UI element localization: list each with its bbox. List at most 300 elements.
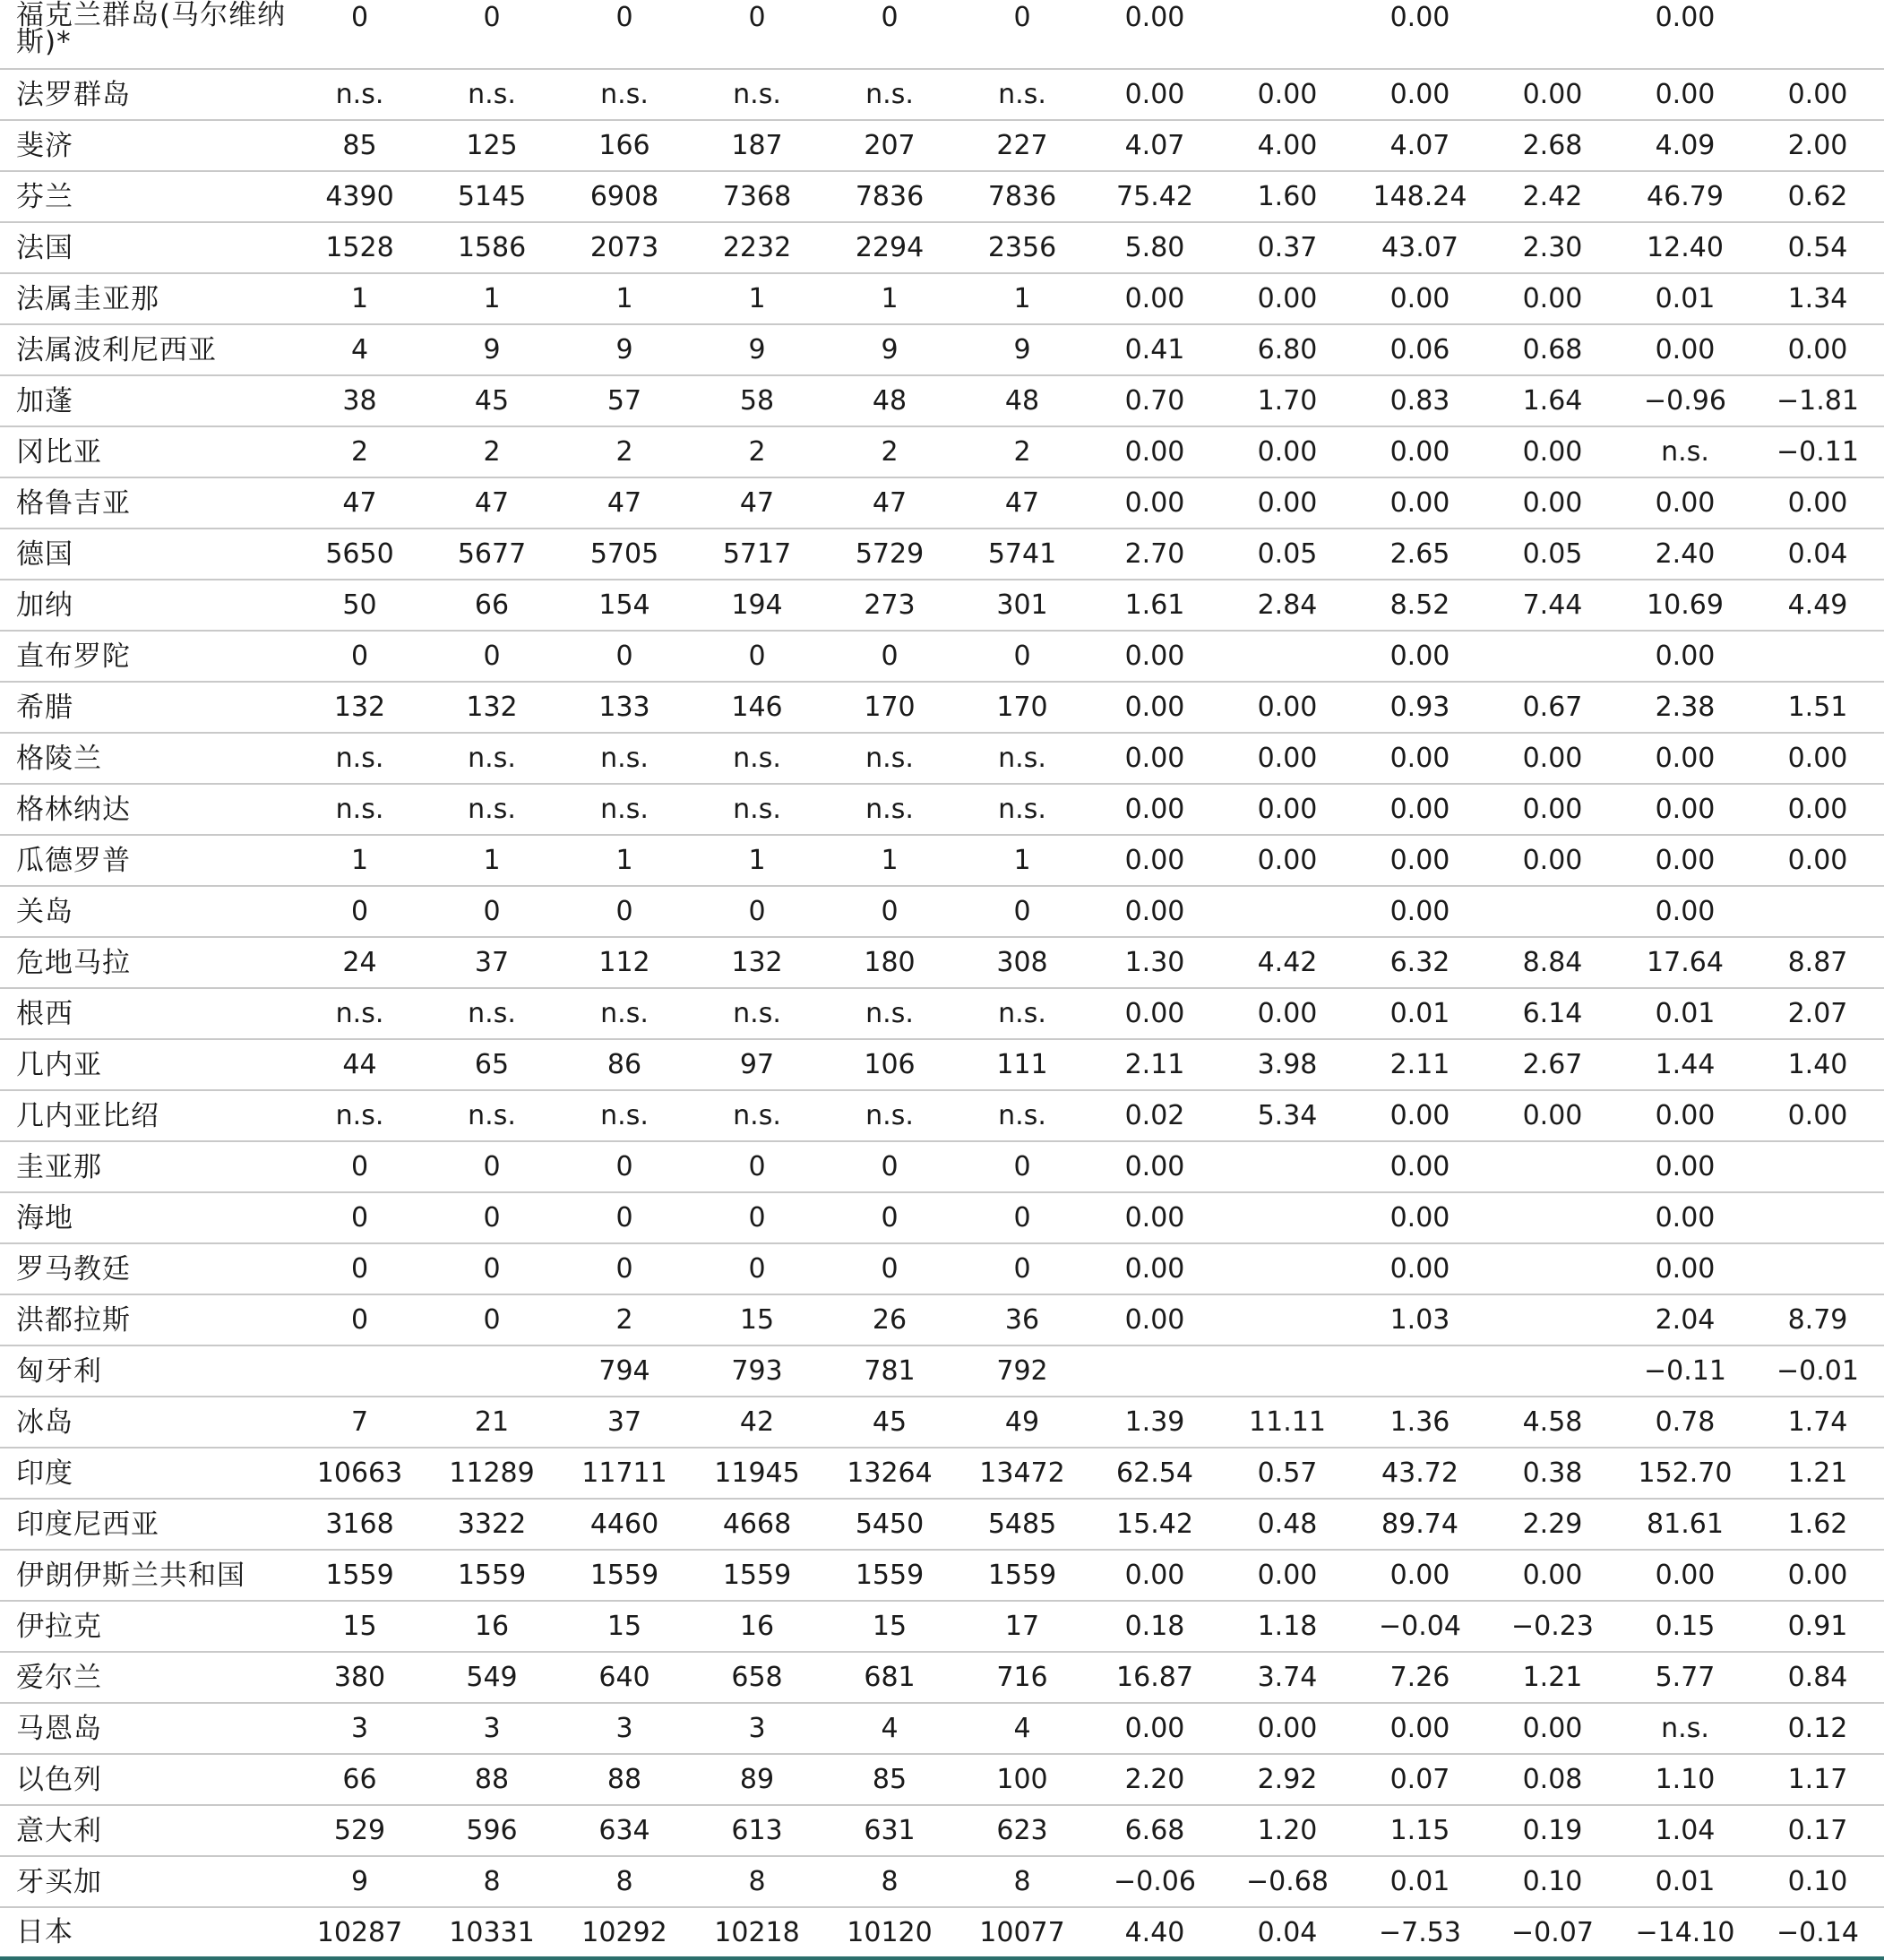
table-cell [1221,1243,1354,1294]
table-row [0,1856,1884,1907]
table-cell: 1559 [294,1550,426,1601]
table-cell: −14.10 [1619,1907,1751,1958]
table-cell: n.s. [294,988,426,1039]
table-cell: 11945 [691,1448,823,1499]
table-cell: 0.00 [1088,1294,1221,1345]
row-label: 德国 [0,529,294,580]
table-cell: 4.07 [1088,120,1221,171]
table-cell: 0.00 [1486,69,1619,120]
table-row [0,682,1884,733]
table-cell: 1.74 [1751,1397,1884,1448]
table-cell: 1528 [294,222,426,273]
table-cell: 4390 [294,171,426,222]
table-cell: 2232 [691,222,823,273]
table-cell: 0.00 [1751,733,1884,784]
table-cell: 4.09 [1619,120,1751,171]
table-cell: −0.23 [1486,1601,1619,1652]
table-cell: 2.65 [1354,529,1486,580]
table-cell: 0 [823,1192,956,1243]
table-cell: 5145 [426,171,558,222]
table-cell: 2.20 [1088,1754,1221,1805]
table-cell: 1.64 [1486,375,1619,426]
row-label: 以色列 [0,1754,294,1805]
table-cell: 5705 [558,529,691,580]
table-cell: 86 [558,1039,691,1090]
table-cell: 8 [691,1856,823,1907]
table-cell: 273 [823,580,956,631]
table-cell: 132 [426,682,558,733]
table-cell: 133 [558,682,691,733]
table-cell: 0.04 [1221,1907,1354,1958]
table-cell: 0.00 [1354,1090,1486,1141]
table-cell: 0 [294,631,426,682]
table-cell: 0.00 [1088,1703,1221,1754]
table-cell: 0 [691,631,823,682]
table-cell: 111 [956,1039,1088,1090]
table-cell: 1 [426,273,558,324]
table-cell: 0.57 [1221,1448,1354,1499]
table-cell: 0.37 [1221,222,1354,273]
table-cell: 17.64 [1619,937,1751,988]
table-cell: 0.68 [1486,324,1619,375]
table-cell: 8 [823,1856,956,1907]
table-cell: 7368 [691,171,823,222]
table-cell: 5729 [823,529,956,580]
table-cell: n.s. [294,733,426,784]
table-cell: 681 [823,1652,956,1703]
table-cell: 5.77 [1619,1652,1751,1703]
table-cell: 4 [294,324,426,375]
table-cell: 0.00 [1088,69,1221,120]
table-cell: 16 [691,1601,823,1652]
table-cell: 0.48 [1221,1499,1354,1550]
table-cell: 0.00 [1486,1090,1619,1141]
row-label: 法属圭亚那 [0,273,294,324]
table-cell: 187 [691,120,823,171]
table-cell: 3 [558,1703,691,1754]
table-cell: 0.00 [1619,631,1751,682]
table-cell: 85 [294,120,426,171]
table-cell: 0 [823,1243,956,1294]
table-cell: 43.72 [1354,1448,1486,1499]
table-cell: 0.00 [1221,835,1354,886]
table-row [0,1499,1884,1550]
table-cell: 1.61 [1088,580,1221,631]
table-cell: 2.67 [1486,1039,1619,1090]
table-cell [1486,1192,1619,1243]
table-cell: n.s. [691,988,823,1039]
table-cell: 3168 [294,1499,426,1550]
table-cell: 45 [823,1397,956,1448]
table-cell: 613 [691,1805,823,1856]
table-cell: 2.30 [1486,222,1619,273]
table-cell: 106 [823,1039,956,1090]
table-cell: 10663 [294,1448,426,1499]
table-cell: 152.70 [1619,1448,1751,1499]
table-row [0,1192,1884,1243]
table-cell: 1 [956,835,1088,886]
table-cell: 0.02 [1088,1090,1221,1141]
table-cell: 4.00 [1221,120,1354,171]
table-cell: n.s. [294,69,426,120]
table-cell: 170 [956,682,1088,733]
table-cell: 0.00 [1619,477,1751,529]
table-cell: 2 [294,426,426,477]
table-cell: 227 [956,120,1088,171]
table-cell [1486,0,1619,69]
table-cell: 6908 [558,171,691,222]
table-cell: n.s. [1619,426,1751,477]
table-cell: 0.00 [1619,1243,1751,1294]
table-cell: 15.42 [1088,1499,1221,1550]
table-row [0,1090,1884,1141]
table-cell: −0.96 [1619,375,1751,426]
table-cell: 0.93 [1354,682,1486,733]
table-cell: 13472 [956,1448,1088,1499]
table-cell: 2 [558,1294,691,1345]
table-cell: 0.00 [1354,784,1486,835]
table-cell: 1.70 [1221,375,1354,426]
table-cell: 9 [691,324,823,375]
table-cell: 0 [294,886,426,937]
table-cell: 194 [691,580,823,631]
table-cell: 0.00 [1751,324,1884,375]
table-cell [294,1345,426,1397]
table-cell: 9 [823,324,956,375]
table-cell: −0.14 [1751,1907,1884,1958]
table-cell: 0.10 [1751,1856,1884,1907]
table-cell: 4.42 [1221,937,1354,988]
table-cell: 0.00 [1486,273,1619,324]
row-label: 法罗群岛 [0,69,294,120]
table-cell: 0 [823,1141,956,1192]
table-cell: 0 [294,1141,426,1192]
table-cell: 0.00 [1619,1141,1751,1192]
table-cell: 0.00 [1354,426,1486,477]
table-cell: 0.00 [1088,1141,1221,1192]
table-cell: 6.32 [1354,937,1486,988]
table-cell: 47 [294,477,426,529]
table-cell: 0.05 [1221,529,1354,580]
table-cell: 0.70 [1088,375,1221,426]
table-cell: 0 [294,1192,426,1243]
table-cell: 4.40 [1088,1907,1221,1958]
table-cell: 0.00 [1751,1550,1884,1601]
table-cell: 170 [823,682,956,733]
table-cell: 308 [956,937,1088,988]
table-cell: 1559 [823,1550,956,1601]
table-cell: 48 [823,375,956,426]
row-label: 福克兰群岛(马尔维纳斯)* [0,0,294,69]
table-cell: 0.00 [1088,733,1221,784]
table-cell: 3 [426,1703,558,1754]
table-cell: 2.07 [1751,988,1884,1039]
row-label: 关岛 [0,886,294,937]
table-cell: n.s. [426,784,558,835]
table-cell: 9 [558,324,691,375]
table-row [0,171,1884,222]
table-cell: 46.79 [1619,171,1751,222]
table-cell: 640 [558,1652,691,1703]
table-cell: 658 [691,1652,823,1703]
table-cell: 11289 [426,1448,558,1499]
table-cell: 0.00 [1221,426,1354,477]
table-cell: 0.06 [1354,324,1486,375]
table-cell: 0.00 [1354,1243,1486,1294]
table-cell: n.s. [956,733,1088,784]
table-cell: 4 [823,1703,956,1754]
table-cell: 0.00 [1221,784,1354,835]
table-cell: 10218 [691,1907,823,1958]
table-cell [1751,1243,1884,1294]
table-cell: 112 [558,937,691,988]
table-cell: 5485 [956,1499,1088,1550]
table-cell: 0.00 [1619,324,1751,375]
table-cell: 0.00 [1619,733,1751,784]
table-cell: 0.00 [1088,426,1221,477]
table-cell: 1.18 [1221,1601,1354,1652]
table-cell: 8.87 [1751,937,1884,988]
table-cell: 62.54 [1088,1448,1221,1499]
table-cell: 0.00 [1619,835,1751,886]
table-cell [1221,631,1354,682]
table-row [0,1703,1884,1754]
table-cell: n.s. [691,733,823,784]
row-label: 加蓬 [0,375,294,426]
row-label: 冰岛 [0,1397,294,1448]
table-cell: 0.67 [1486,682,1619,733]
table-cell: n.s. [691,784,823,835]
table-cell: 11.11 [1221,1397,1354,1448]
table-cell: 38 [294,375,426,426]
table-row [0,886,1884,937]
table-cell: 0.00 [1619,1192,1751,1243]
table-cell: 1 [558,273,691,324]
table-cell: 5741 [956,529,1088,580]
table-cell: 21 [426,1397,558,1448]
table-cell: 2.11 [1354,1039,1486,1090]
table-cell: 380 [294,1652,426,1703]
table-cell: 16 [426,1601,558,1652]
table-cell: 0.15 [1619,1601,1751,1652]
table-cell: 1 [823,835,956,886]
table-cell: 2.70 [1088,529,1221,580]
table-cell: 7 [294,1397,426,1448]
table-cell [1486,1141,1619,1192]
table-cell: 0 [956,1243,1088,1294]
table-row [0,273,1884,324]
table-cell: 1.15 [1354,1805,1486,1856]
table-cell: 43.07 [1354,222,1486,273]
table-cell: 0.01 [1619,988,1751,1039]
table-row [0,120,1884,171]
table-cell: n.s. [426,69,558,120]
table-row [0,733,1884,784]
table-cell: 2073 [558,222,691,273]
row-label: 芬兰 [0,171,294,222]
table-cell: 9 [956,324,1088,375]
table-cell: 0.00 [1619,1090,1751,1141]
row-label: 法国 [0,222,294,273]
table-cell: 0 [426,1192,558,1243]
table-row [0,375,1884,426]
table-cell: 1.36 [1354,1397,1486,1448]
table-cell: 0.00 [1088,1550,1221,1601]
table-cell: 66 [426,580,558,631]
table-cell: 0 [956,1141,1088,1192]
table-cell: 0.00 [1088,835,1221,886]
table-cell: 1559 [956,1550,1088,1601]
table-cell: 0 [558,1192,691,1243]
table-cell: −0.07 [1486,1907,1619,1958]
table-cell: 8.84 [1486,937,1619,988]
table-cell: 0.17 [1751,1805,1884,1856]
table-cell: 36 [956,1294,1088,1345]
table-cell: 0 [823,0,956,69]
table-row [0,1448,1884,1499]
table-cell: 10120 [823,1907,956,1958]
table-cell: 0.00 [1088,988,1221,1039]
table-cell: 1 [558,835,691,886]
table-row [0,1397,1884,1448]
table-cell: 0 [691,0,823,69]
table-cell: 0.00 [1619,784,1751,835]
table-cell: 0.04 [1751,529,1884,580]
table-cell: 3 [691,1703,823,1754]
table-cell: 0.12 [1751,1703,1884,1754]
table-row [0,426,1884,477]
table-cell: 15 [558,1601,691,1652]
table-cell: 5677 [426,529,558,580]
table-cell: −0.11 [1619,1345,1751,1397]
table-cell: 0.78 [1619,1397,1751,1448]
table-cell: 0.01 [1619,273,1751,324]
table-cell: 81.61 [1619,1499,1751,1550]
table-cell: 1559 [426,1550,558,1601]
table-cell: 3.98 [1221,1039,1354,1090]
row-label: 洪都拉斯 [0,1294,294,1345]
row-label: 希腊 [0,682,294,733]
table-cell: 3.74 [1221,1652,1354,1703]
table-cell: 0.00 [1751,835,1884,886]
table-cell: 47 [956,477,1088,529]
table-cell: 6.80 [1221,324,1354,375]
table-cell: 0.00 [1619,886,1751,937]
table-cell: 0 [294,1243,426,1294]
table-cell: 0.00 [1354,0,1486,69]
table-cell: n.s. [691,1090,823,1141]
row-label: 爱尔兰 [0,1652,294,1703]
table-cell: n.s. [426,988,558,1039]
table-cell: 37 [426,937,558,988]
table-cell: n.s. [823,733,956,784]
table-cell: 10292 [558,1907,691,1958]
table-cell: 42 [691,1397,823,1448]
row-label: 罗马教廷 [0,1243,294,1294]
table-cell: 0.00 [1751,784,1884,835]
table-cell: 716 [956,1652,1088,1703]
table-cell: n.s. [956,988,1088,1039]
table-cell: n.s. [294,1090,426,1141]
table-cell: 2.04 [1619,1294,1751,1345]
table-cell: 9 [294,1856,426,1907]
table-cell: 58 [691,375,823,426]
table-cell: 26 [823,1294,956,1345]
table-cell: 631 [823,1805,956,1856]
table-cell: 0 [956,886,1088,937]
table-cell: 0.00 [1486,784,1619,835]
table-cell: 2 [691,426,823,477]
table-cell: 4668 [691,1499,823,1550]
table-cell: 8.52 [1354,580,1486,631]
table-cell: 0.00 [1354,1192,1486,1243]
table-cell: 97 [691,1039,823,1090]
table-cell: n.s. [956,69,1088,120]
table-row [0,580,1884,631]
table-cell: 89.74 [1354,1499,1486,1550]
table-cell: 0.54 [1751,222,1884,273]
table-row [0,937,1884,988]
row-label: 法属波利尼西亚 [0,324,294,375]
table-cell: 1.10 [1619,1754,1751,1805]
table-cell: 623 [956,1805,1088,1856]
table-cell: n.s. [558,69,691,120]
table-cell [1486,631,1619,682]
table-cell: 0 [558,1243,691,1294]
table-cell: n.s. [558,784,691,835]
table-cell [1751,631,1884,682]
table-cell: n.s. [823,988,956,1039]
table-cell: 207 [823,120,956,171]
table-cell: 0.00 [1088,0,1221,69]
table-cell [1486,886,1619,937]
table-cell: 88 [426,1754,558,1805]
row-label: 意大利 [0,1805,294,1856]
table-cell: 4.58 [1486,1397,1619,1448]
row-label: 伊拉克 [0,1601,294,1652]
table-cell: −0.06 [1088,1856,1221,1907]
table-cell: 0 [691,1192,823,1243]
table-cell: 0 [956,631,1088,682]
row-label: 印度尼西亚 [0,1499,294,1550]
table-row [0,1907,1884,1958]
table-cell: n.s. [823,1090,956,1141]
table-cell: 47 [823,477,956,529]
table-cell: 0.00 [1619,0,1751,69]
table-cell: 17 [956,1601,1088,1652]
table-cell: 5450 [823,1499,956,1550]
table-cell: 1 [426,835,558,886]
table-cell: 75.42 [1088,171,1221,222]
table-cell: 7836 [956,171,1088,222]
table-cell: 1586 [426,222,558,273]
table-cell: 2.11 [1088,1039,1221,1090]
table-cell: −0.04 [1354,1601,1486,1652]
table-cell: 15 [294,1601,426,1652]
table-cell: 0.00 [1221,988,1354,1039]
table-cell: 11711 [558,1448,691,1499]
table-cell: 1.21 [1751,1448,1884,1499]
table-cell: 2 [558,426,691,477]
table-cell [1221,0,1354,69]
table-cell: 10.69 [1619,580,1751,631]
table-row [0,529,1884,580]
table-cell: 180 [823,937,956,988]
table-cell: 0.00 [1221,733,1354,784]
table-cell: 0.00 [1088,1192,1221,1243]
table-cell: 5650 [294,529,426,580]
row-label: 直布罗陀 [0,631,294,682]
